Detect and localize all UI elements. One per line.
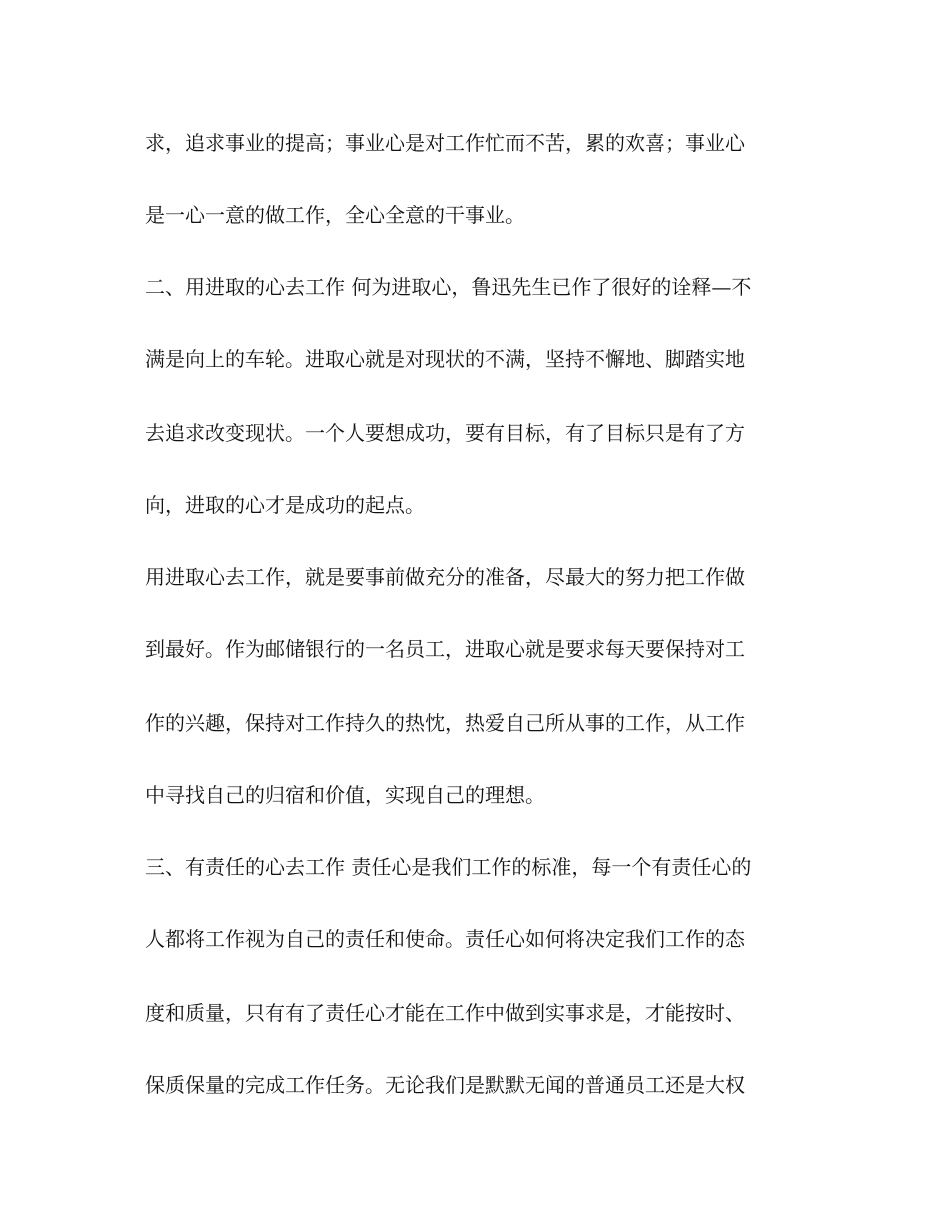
text-line-10: 中寻找自己的归宿和价值，实现自己的理想。 xyxy=(145,783,545,807)
text-line-12: 人都将工作视为自己的责任和使命。责任心如何将决定我们工作的态 xyxy=(145,927,745,951)
text-line-14: 保质保量的完成工作任务。无论我们是默默无闻的普通员工还是大权 xyxy=(145,1073,745,1097)
text-line-2: 是一心一意的做工作，全心全意的干事业。 xyxy=(145,203,525,227)
text-line-6: 向，进取的心才是成功的起点。 xyxy=(145,493,425,517)
text-line-13: 度和质量，只有有了责任心才能在工作中做到实事求是，才能按时、 xyxy=(145,1001,745,1025)
text-line-1: 求，追求事业的提高；事业心是对工作忙而不苦，累的欢喜；事业心 xyxy=(145,131,745,155)
text-line-9: 作的兴趣，保持对工作持久的热忱，热爱自己所从事的工作，从工作 xyxy=(145,711,745,735)
text-line-5: 去追求改变现状。一个人要想成功，要有目标，有了目标只是有了方 xyxy=(145,421,745,445)
text-line-7: 用进取心去工作，就是要事前做充分的准备，尽最大的努力把工作做 xyxy=(145,565,745,589)
text-line-3: 二、用进取的心去工作 何为进取心，鲁迅先生已作了很好的诠释—不 xyxy=(145,275,752,299)
text-line-11: 三、有责任的心去工作 责任心是我们工作的标准，每一个有责任心的 xyxy=(145,855,752,879)
text-line-4: 满是向上的车轮。进取心就是对现状的不满，坚持不懈地、脚踏实地 xyxy=(145,347,745,371)
text-line-8: 到最好。作为邮储银行的一名员工，进取心就是要求每天要保持对工 xyxy=(145,637,745,661)
